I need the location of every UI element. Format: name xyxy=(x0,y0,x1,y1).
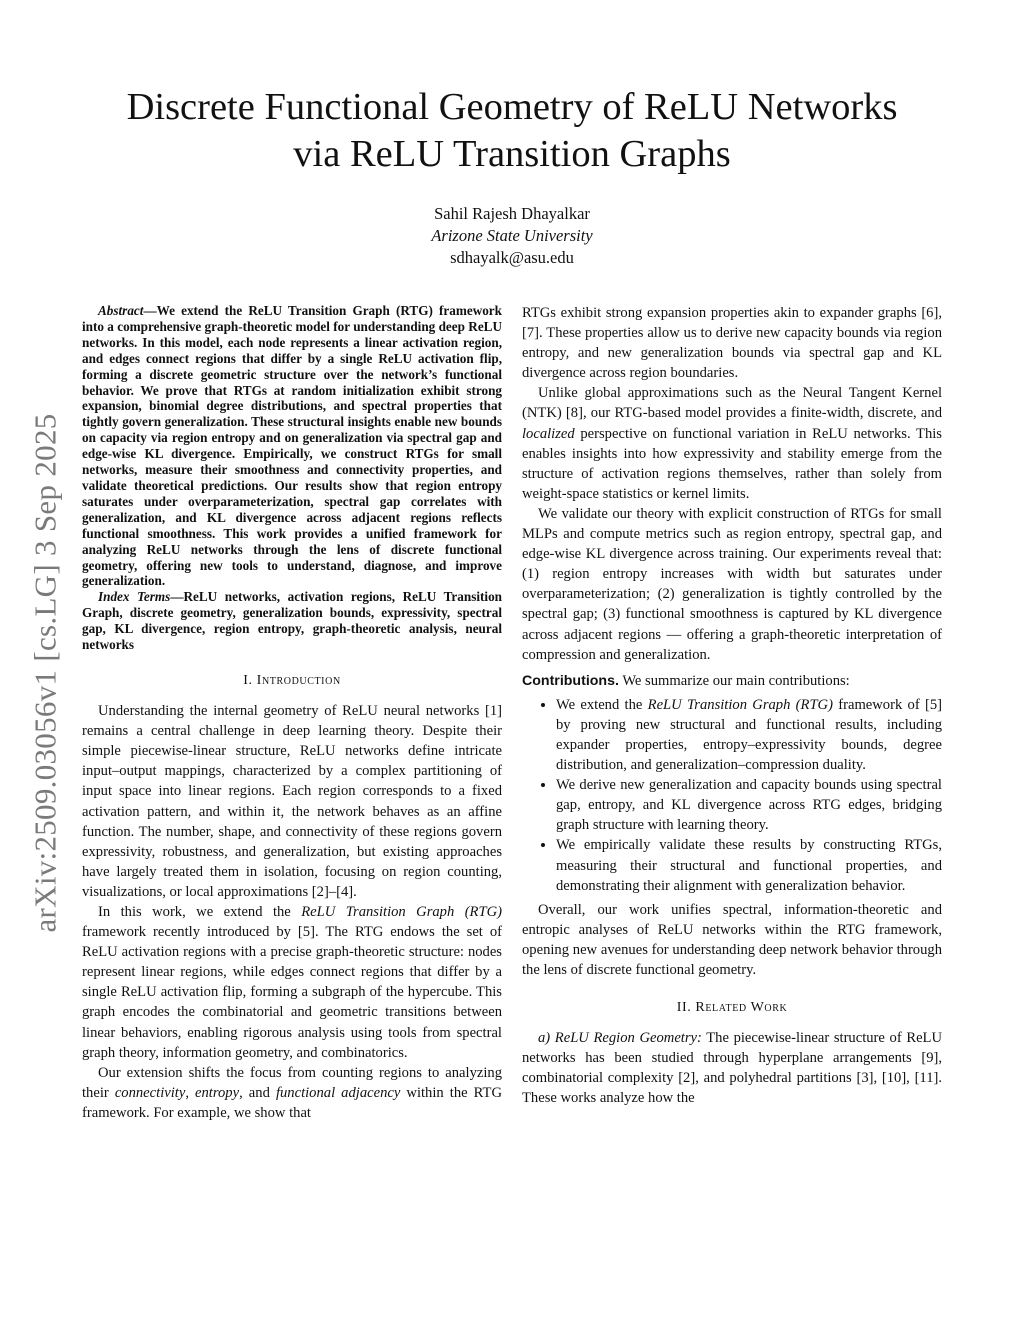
ntk-italic: localized xyxy=(522,425,575,442)
index-terms-text: —ReLU networks, activation regions, ReLU Transition Graph, discrete geometry, generalization bounds, expressivity, spectral gap, KL divergence, region entropy, graph-theoretic analysis, neural networks xyxy=(82,589,502,653)
contributions-label: Contributions. xyxy=(522,672,619,689)
right-column xyxy=(522,303,942,1109)
list-item: • We empirically validate these results by constructing RTGs, measuring their structural and functional properties, and demonstrating their alignment with generalization behavior. xyxy=(556,835,942,895)
section-heading-related-work: II. Related Work xyxy=(676,1000,788,1016)
contributions-intro: We summarize our main contributions: xyxy=(618,672,850,689)
bullet1-italic: ReLU Transition Graph (RTG) xyxy=(647,696,833,713)
intro-p3-italic-2: entropy xyxy=(195,1084,240,1101)
ntk-text-b: perspective on functional variation in ReLU networks. This enables insights into how expressivity and stability emerge from the structure of activation regions themselves, rather than solely from weight-space statistics or kernel limits. xyxy=(522,425,942,502)
intro-paragraph-1: Understanding the internal geometry of ReLU neural networks [1] remains a central challenge in deep learning theory. Despite their simple piecewise-linear structure, ReLU networks define intricate input–output mappings, characterized by a complex partitioning of input space into linear regions. Each region corresponds to a fixed activation pattern, and within it, the network behaves as an affine function. The number, shape, and connectivity of these regions govern expressivity, robustness, and generalization, but existing approaches have largely treated them in isolation, focusing on region counting, visualizations, or local approximations [2]–[4]. xyxy=(82,703,502,900)
intro-continued-paragraph: RTGs exhibit strong expansion properties akin to expander graphs [6], [7]. These properties allow us to derive new capacity bounds via region entropy, and new generalization bounds via spectral gap and KL divergence across region boundaries. xyxy=(522,305,942,382)
related-work-paragraph xyxy=(522,1028,942,1108)
contributions-list xyxy=(522,695,942,896)
related-work-text: The piecewise-linear structure of ReLU networks has been studied through hyperplane arrangements [9], combinatorial complexity [2], and polyhedral partitions [3], [10], [11]. These works analyze how the xyxy=(522,1030,942,1107)
intro-p2-text-a: In this work, we extend the xyxy=(98,903,302,920)
abstract-text: —We extend the ReLU Transition Graph (RTG) framework into a comprehensive graph-theoretic model for understanding deep ReLU networks. In this model, each node represents a linear activation region, and edges connect regions that differ by a single ReLU activation flip, forming a discrete geometric structure over the network’s functional behavior. We prove that RTGs at random initialization exhibit strong expansion, binomial degree distributions, and spectral properties that tightly govern generalization. These structural insights enable new bounds on capacity via region entropy and on generalization via spectral gap and edge-wise KL divergence. Empirically, we construct RTGs for small networks, measure their smoothness and connectivity properties, and validate theoretical predictions. Our results show that region entropy saturates under overparameterization, spectral gap correlates with generalization, and KL divergence across adjacent regions reflects functional smoothness. This work provides a unified framework for analyzing ReLU networks through the lens of discrete functional geometry, offering new tools to understand, diagnose, and improve generalization. xyxy=(82,303,502,589)
abstract-label: Abstract xyxy=(98,303,144,318)
list-item: • We derive new generalization and capacity bounds using spectral gap, entropy, and KL divergence across RTG edges, bridging graph structure with learning theory. xyxy=(556,775,942,835)
list-item xyxy=(556,695,942,775)
intro-p3-italic-1: connectivity xyxy=(114,1084,186,1101)
intro-paragraph-2 xyxy=(82,902,502,1063)
intro-p3-text-d: within the RTG framework. For example, we show that xyxy=(82,1084,502,1121)
arxiv-sidebar-stamp xyxy=(28,380,64,965)
author-email: sdhayalk@asu.edu xyxy=(450,248,574,267)
intro-p3-text-c: , and xyxy=(239,1084,276,1101)
bullet1-text-a: We extend the xyxy=(556,696,648,713)
ntk-text-a: Unlike global approximations such as the Neural Tangent Kernel (NTK) [8], our RTG-based model provides a finite-width, discrete, and xyxy=(522,385,942,422)
contributions-paragraph xyxy=(522,671,942,691)
intro-p2-text-b: framework recently introduced by [5]. The RTG endows the set of ReLU activation regions with a precise graph-theoretic structure: nodes represent linear regions, while edges connect regions that differ by a single ReLU activation flip, forming a subgraph of the hypercube. This graph encodes the combinatorial and geometric transitions between linear behaviors, enabling rigorous analysis using tools from spectral graph theory, information geometry, and combinatorics. xyxy=(82,924,502,1061)
intro-p3-italic-3: functional adjacency xyxy=(275,1084,401,1101)
author-affiliation: Arizone State University xyxy=(431,226,593,245)
title-line-1: Discrete Functional Geometry of ReLU Networks xyxy=(126,86,898,128)
subsection-label: a) ReLU Region Geometry: xyxy=(538,1030,702,1047)
paper-title xyxy=(80,84,944,178)
intro-paragraph-3 xyxy=(82,1063,502,1123)
title-line-2: via ReLU Transition Graphs xyxy=(293,133,731,175)
left-column xyxy=(82,303,502,1123)
index-terms-label: Index Terms xyxy=(98,589,171,605)
section-heading-introduction: I. Introduction xyxy=(243,672,341,688)
intro-p2-italic: ReLU Transition Graph (RTG) xyxy=(301,903,502,920)
intro-p3-text-a: Our extension shifts the focus from counting regions to analyzing their xyxy=(82,1064,502,1101)
ntk-paragraph xyxy=(522,383,942,504)
author-block xyxy=(80,203,944,269)
abstract xyxy=(82,303,502,589)
overall-paragraph: Overall, our work unifies spectral, information-theoretic and entropic analyses of ReLU networks within the RTG framework, opening new avenues for understanding deep network behavior through the lens of discrete functional geometry. xyxy=(522,901,942,978)
bullet1-text-b: framework of [5] by proving new structural and functional results, including expander properties, entropy–expressivity bounds, degree distribution, and generalization–compression duality. xyxy=(556,696,942,774)
intro-p3-text-b: , xyxy=(185,1084,196,1101)
arxiv-id: arXiv:2509.03056v1 [cs.LG] 3 Sep 2025 xyxy=(28,412,63,933)
index-terms xyxy=(82,589,502,653)
author-name: Sahil Rajesh Dhayalkar xyxy=(434,204,590,223)
validate-paragraph: We validate our theory with explicit construction of RTGs for small MLPs and compute metrics such as region entropy, spectral gap, and edge-wise KL divergence across training. Our experiments reveal that: (1) region entropy increases with width but saturates under overparameterization; (2) generalization is tightly controlled by the spectral gap; (3) functional smoothness is captured by KL divergence across adjacent regions — offering a graph-theoretic interpretation of compression and generalization. xyxy=(522,505,942,663)
